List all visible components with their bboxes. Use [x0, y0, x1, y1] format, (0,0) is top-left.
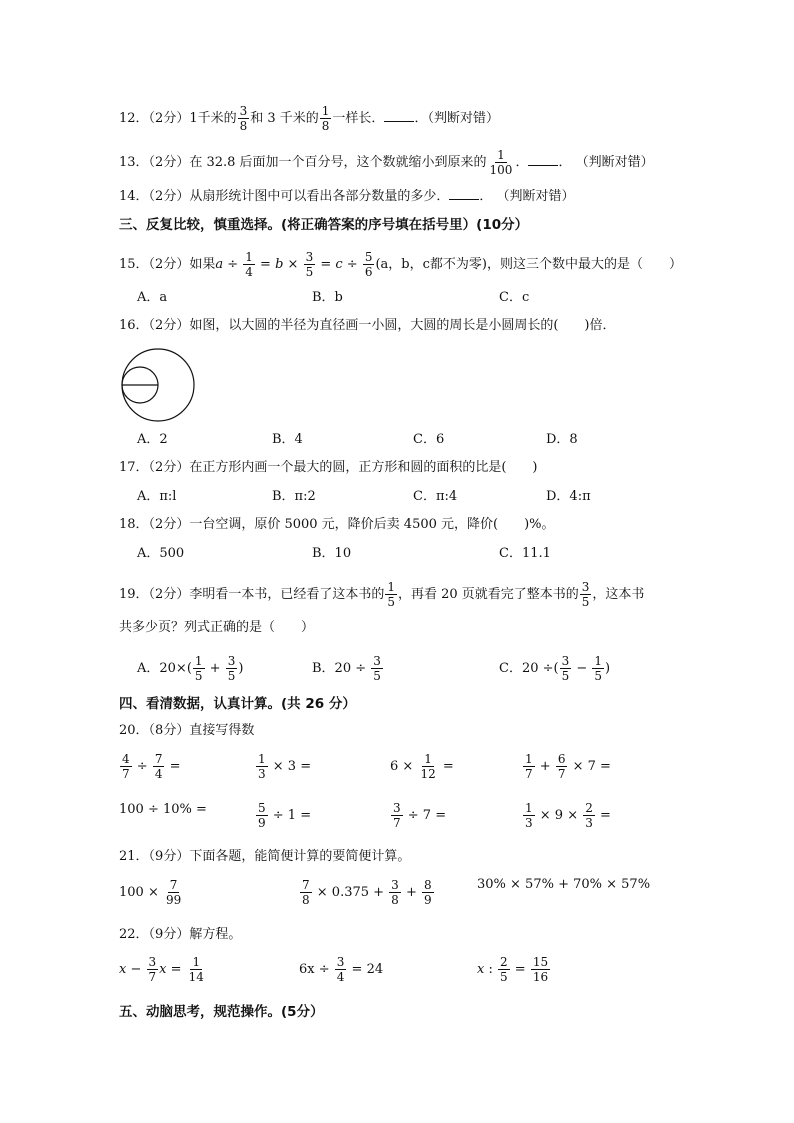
expr-20-5: 100 ÷ 10% =: [119, 802, 207, 817]
fraction: $\frac{1}{100}$: [489, 148, 513, 177]
expr-20-8: $\frac{1}{3}$ × 9 × $\frac{2}{3}$ =: [525, 801, 611, 830]
fraction: $\frac{1}{5}$: [387, 580, 395, 609]
fraction: $\frac{1}{4}$: [245, 250, 253, 279]
section-3-heading: 三、反复比较，慎重选择。(将正确答案的序号填在括号里）(10分）: [119, 217, 529, 233]
answer-blank[interactable]: [528, 153, 558, 166]
option-c[interactable]: C．6: [413, 432, 445, 447]
option-a[interactable]: A．π:l: [137, 489, 177, 504]
expr-21-3: 30% × 57% + 70% × 57%: [477, 877, 651, 892]
question-16: 16．（2分）如图，以大圆的半径为直径画一小圆，大圆的周长是小圆周长的( )倍．: [119, 318, 616, 333]
fraction: $\frac{5}{6}$: [364, 250, 373, 279]
fraction: $\frac{3}{5}$: [305, 250, 314, 279]
question-12: 12．（2分）1千米的 $\frac{3}{8}$ 和 3 千米的 $\frac{1}{8}$ 一样长． ．（判断对错）: [119, 104, 499, 133]
answer-blank[interactable]: [384, 109, 414, 122]
fraction: $\frac{3}{5}$: [561, 654, 570, 683]
answer-blank[interactable]: [449, 187, 479, 200]
fraction: $\frac{3}{5}$: [227, 654, 236, 683]
option-a[interactable]: A．a: [137, 290, 168, 305]
expr-20-7: $\frac{3}{7}$ ÷ 7 =: [393, 801, 447, 830]
question-19-line2: 共多少页？列式正确的是（ ）: [119, 620, 315, 635]
question-20: 20．（8分）直接写得数: [119, 723, 255, 738]
question-22: 22．（9分）解方程。: [119, 927, 242, 942]
expr-20-4: $\frac{1}{7}$ + $\frac{6}{7}$ × 7 =: [525, 752, 611, 781]
option-b[interactable]: B．20 ÷ $\frac{3}{5}$: [312, 654, 381, 683]
fraction: $\frac{3}{8}$: [239, 104, 248, 133]
fraction: $\frac{3}{5}$: [581, 580, 590, 609]
option-b[interactable]: B．10: [312, 546, 352, 561]
question-13: 13．（2分）在 32.8 后面加一个百分号，这个数就缩小到原来的 $\frac{1}{100}$ ． ． （判断对错）: [119, 148, 654, 177]
section-4-heading: 四、看清数据，认真计算。(共 26 分）: [119, 696, 356, 712]
option-d[interactable]: D．4:π: [546, 489, 591, 504]
expr-20-6: $\frac{5}{9}$ ÷ 1 =: [258, 801, 312, 830]
question-21: 21．（9分）下面各题，能简便计算的要简便计算。: [119, 849, 411, 864]
expr-21-2: $\frac{7}{8}$ × 0.375 + $\frac{3}{8}$ + $\frac{8}{9}$: [302, 878, 432, 907]
expr-20-1: $\frac{4}{7}$ ÷ $\frac{7}{4}$ =: [122, 752, 181, 781]
circles-figure: [118, 345, 198, 425]
fraction: $\frac{1}{5}$: [194, 654, 203, 683]
option-a[interactable]: A．20×( $\frac{1}{5}$ + $\frac{3}{5}$ ): [137, 654, 244, 683]
fraction: $\frac{1}{8}$: [321, 104, 330, 133]
question-15: 15．（2分）如果a ÷ $\frac{1}{4}$ = b × $\frac{3}{5}$ = c ÷ $\frac{5}{6}$ (a，b，c都不为零)，则这三个数中最大的是（ ）: [119, 250, 682, 279]
option-b[interactable]: B．b: [312, 290, 343, 305]
option-a[interactable]: A．500: [137, 546, 185, 561]
expr-21-1: 100 × $\frac{7}{99}$: [119, 878, 182, 907]
equation-22-1: x − $\frac{3}{7}$ x = $\frac{1}{14}$: [119, 955, 204, 984]
option-b[interactable]: B．π:2: [272, 489, 316, 504]
option-b[interactable]: B．4: [272, 432, 303, 447]
option-c[interactable]: C．π:4: [413, 489, 458, 504]
fraction: $\frac{3}{5}$: [373, 654, 381, 683]
question-18: 18．（2分）一台空调，原价 5000 元，降价后卖 4500 元，降价( )%。: [119, 517, 555, 532]
equation-22-3: x : $\frac{2}{5}$ = $\frac{15}{16}$: [477, 955, 549, 984]
option-a[interactable]: A．2: [137, 432, 168, 447]
expr-20-3: 6 × $\frac{1}{12}$ =: [390, 752, 454, 781]
option-c[interactable]: C．20 ÷( $\frac{3}{5}$ − $\frac{1}{5}$ ): [499, 654, 611, 683]
question-19: 19．（2分）李明看一本书，已经看了这本书的 $\frac{1}{5}$ ，再看 20 页就看完了整本书的 $\frac{3}{5}$ ，这本书: [119, 580, 645, 609]
option-d[interactable]: D．8: [546, 432, 578, 447]
question-17: 17．（2分）在正方形内画一个最大的圆，正方形和圆的面积的比是( ): [119, 460, 538, 475]
option-c[interactable]: C．11.1: [499, 546, 551, 561]
fraction: $\frac{1}{5}$: [594, 654, 603, 683]
expr-20-2: $\frac{1}{3}$ × 3 =: [258, 752, 312, 781]
question-14: 14．（2分）从扇形统计图中可以看出各部分数量的多少． ． （判断对错）: [119, 189, 575, 204]
option-c[interactable]: C．c: [499, 290, 530, 305]
section-5-heading: 五、动脑思考，规范操作。(5分）: [119, 1004, 324, 1020]
equation-22-2: 6x ÷ $\frac{3}{4}$ = 24: [299, 955, 384, 984]
